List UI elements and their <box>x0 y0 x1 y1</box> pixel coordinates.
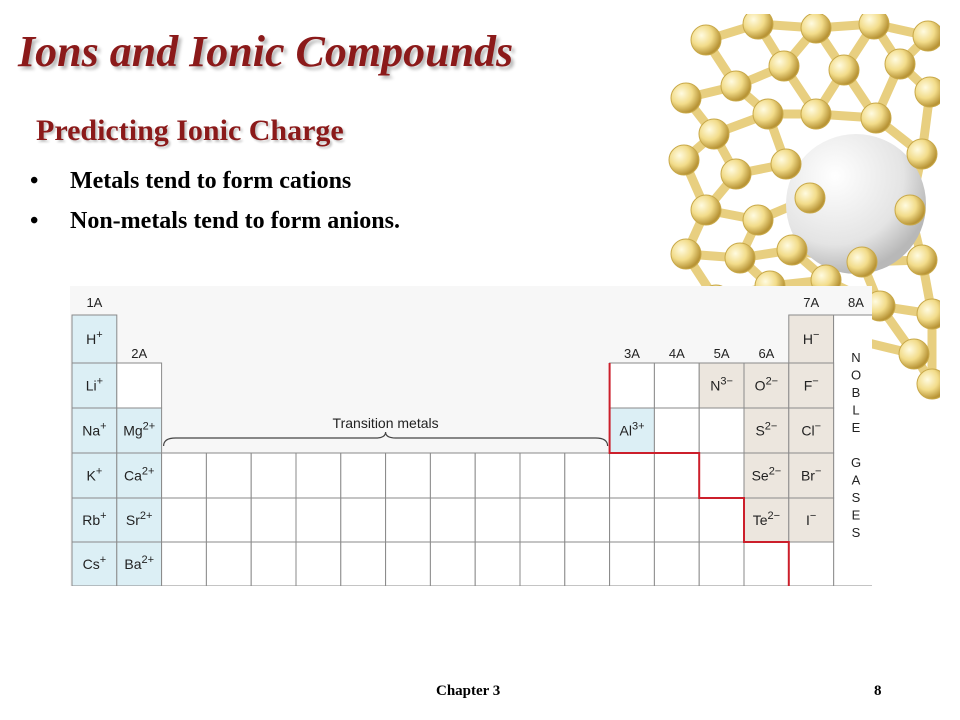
atom-ball <box>671 239 701 269</box>
element-cell <box>430 498 475 542</box>
group-label: 4A <box>668 346 685 361</box>
slide-title: Ions and Ionic Compounds <box>18 27 514 76</box>
atom-ball <box>917 369 940 399</box>
element-cell <box>654 498 699 542</box>
ion-label: $Mg^{2+}$ <box>123 420 156 439</box>
periodic-table-ions <box>70 286 872 586</box>
element-cell <box>654 542 699 586</box>
atom-ball <box>895 195 925 225</box>
noble-gases-letter: E <box>851 507 861 523</box>
group-label: 8A <box>848 295 864 310</box>
atom-ball <box>847 247 877 277</box>
atom-ball <box>915 77 940 107</box>
atom-ball <box>743 14 773 39</box>
element-cell <box>430 542 475 586</box>
group-label: 6A <box>758 346 775 361</box>
noble-gases-letter: G <box>850 455 862 470</box>
element-cell <box>296 453 341 498</box>
element-cell <box>251 542 296 586</box>
element-cell <box>341 542 386 586</box>
atom-ball <box>721 71 751 101</box>
atom-ball <box>721 159 751 189</box>
atom-ball <box>777 235 807 265</box>
noble-gases-letter: S <box>851 490 861 505</box>
ion-label: $Se^{2-}$ <box>751 465 782 484</box>
ion-label: $Sr^{2+}$ <box>125 510 153 528</box>
element-cell <box>699 498 744 542</box>
atom-ball <box>771 149 801 179</box>
element-cell <box>475 542 520 586</box>
ion-label: Cl− <box>801 420 822 439</box>
slide-subtitle: Predicting Ionic Charge <box>36 114 344 147</box>
element-cell <box>430 453 475 498</box>
element-cell <box>341 453 386 498</box>
atom-ball <box>899 339 929 369</box>
ion-label: $O^{2-}$ <box>754 375 779 394</box>
ion-label: $Te^{2-}$ <box>752 510 781 528</box>
ion-label: Li+ <box>85 375 104 394</box>
atom-ball <box>861 103 891 133</box>
footer-chapter: Chapter 3 <box>436 683 501 699</box>
element-cell <box>386 498 431 542</box>
ion-label: $N^{3-}$ <box>710 375 733 394</box>
ion-label: $Ba^{2+}$ <box>124 554 155 572</box>
element-cell <box>296 498 341 542</box>
noble-gases-letter: N <box>851 350 861 365</box>
atom-ball <box>829 55 859 85</box>
atom-ball <box>743 205 773 235</box>
atom-ball <box>801 99 831 129</box>
element-cell <box>386 453 431 498</box>
atom-ball <box>907 139 937 169</box>
element-cell <box>610 363 655 408</box>
element-cell <box>251 453 296 498</box>
group-label: 7A <box>803 295 820 310</box>
element-cell <box>699 453 744 498</box>
element-cell <box>565 453 610 498</box>
element-cell <box>206 542 251 586</box>
element-cell <box>162 498 207 542</box>
element-cell <box>565 542 610 586</box>
bullet-item: • Metals tend to form cations <box>30 168 352 194</box>
bullet-text: Non-metals tend to form anions. <box>70 208 400 234</box>
element-cell <box>386 542 431 586</box>
atom-ball <box>769 51 799 81</box>
element-cell <box>699 408 744 453</box>
atom-ball <box>691 25 721 55</box>
bullet-list <box>30 168 400 248</box>
element-cell <box>654 453 699 498</box>
element-cell <box>610 498 655 542</box>
ion-label: H+ <box>86 329 103 347</box>
element-cell <box>565 498 610 542</box>
element-cell <box>654 363 699 408</box>
atom-ball <box>885 49 915 79</box>
element-cell <box>296 542 341 586</box>
noble-gases-letter: S <box>851 525 861 540</box>
atom-ball <box>671 83 701 113</box>
element-cell <box>520 542 565 586</box>
bullet-text: Metals tend to form cations <box>70 168 352 194</box>
noble-gases-letter: O <box>850 367 862 383</box>
atom-ball <box>913 21 940 51</box>
atom-ball <box>917 299 940 329</box>
noble-gases-letter: B <box>851 385 861 400</box>
atom-ball <box>801 14 831 43</box>
element-cell <box>251 498 296 542</box>
element-cell <box>520 453 565 498</box>
element-cell <box>654 408 699 453</box>
bullet-item: • Non-metals tend to form anions. <box>30 208 400 234</box>
element-cell <box>117 363 162 408</box>
page-number: 8 <box>874 683 882 699</box>
group-label: 1A <box>86 295 103 310</box>
group-label: 2A <box>131 346 148 361</box>
ion-label: $Ca^{2+}$ <box>123 465 155 484</box>
element-cell <box>341 498 386 542</box>
element-cell <box>475 453 520 498</box>
transition-metals-label: Transition metals <box>332 415 439 431</box>
element-cell <box>610 453 655 498</box>
element-cell <box>699 542 744 586</box>
atom-ball <box>725 243 755 273</box>
element-cell <box>789 542 834 586</box>
noble-gases-letter: L <box>852 402 860 418</box>
ion-label: F− <box>803 375 819 394</box>
ion-label: Br− <box>800 465 822 484</box>
noble-gases-letter: A <box>851 472 861 488</box>
element-cell <box>475 498 520 542</box>
atom-ball <box>753 99 783 129</box>
ion-label: $S^{2-}$ <box>755 420 778 439</box>
ion-label: $Al^{3+}$ <box>619 420 645 439</box>
atom-ball <box>907 245 937 275</box>
noble-gases-letter: E <box>851 420 861 435</box>
element-cell <box>162 542 207 586</box>
ion-label: K+ <box>86 465 103 484</box>
element-cell <box>520 498 565 542</box>
group-label: 3A <box>624 346 640 361</box>
ion-label: Cs+ <box>82 554 107 572</box>
atom-ball <box>691 195 721 225</box>
atom-ball <box>795 183 825 213</box>
element-cell <box>206 498 251 542</box>
element-cell <box>162 453 207 498</box>
ion-label: I− <box>806 510 817 528</box>
element-cell <box>206 453 251 498</box>
group-label: 5A <box>713 346 730 361</box>
ion-label: Rb+ <box>82 510 107 528</box>
atom-ball <box>699 119 729 149</box>
atom-ball <box>859 14 889 39</box>
element-cell <box>744 542 789 586</box>
atom-ball <box>669 145 699 175</box>
ion-label: H− <box>802 329 820 347</box>
element-cell <box>610 542 655 586</box>
ion-label: Na+ <box>82 420 107 439</box>
